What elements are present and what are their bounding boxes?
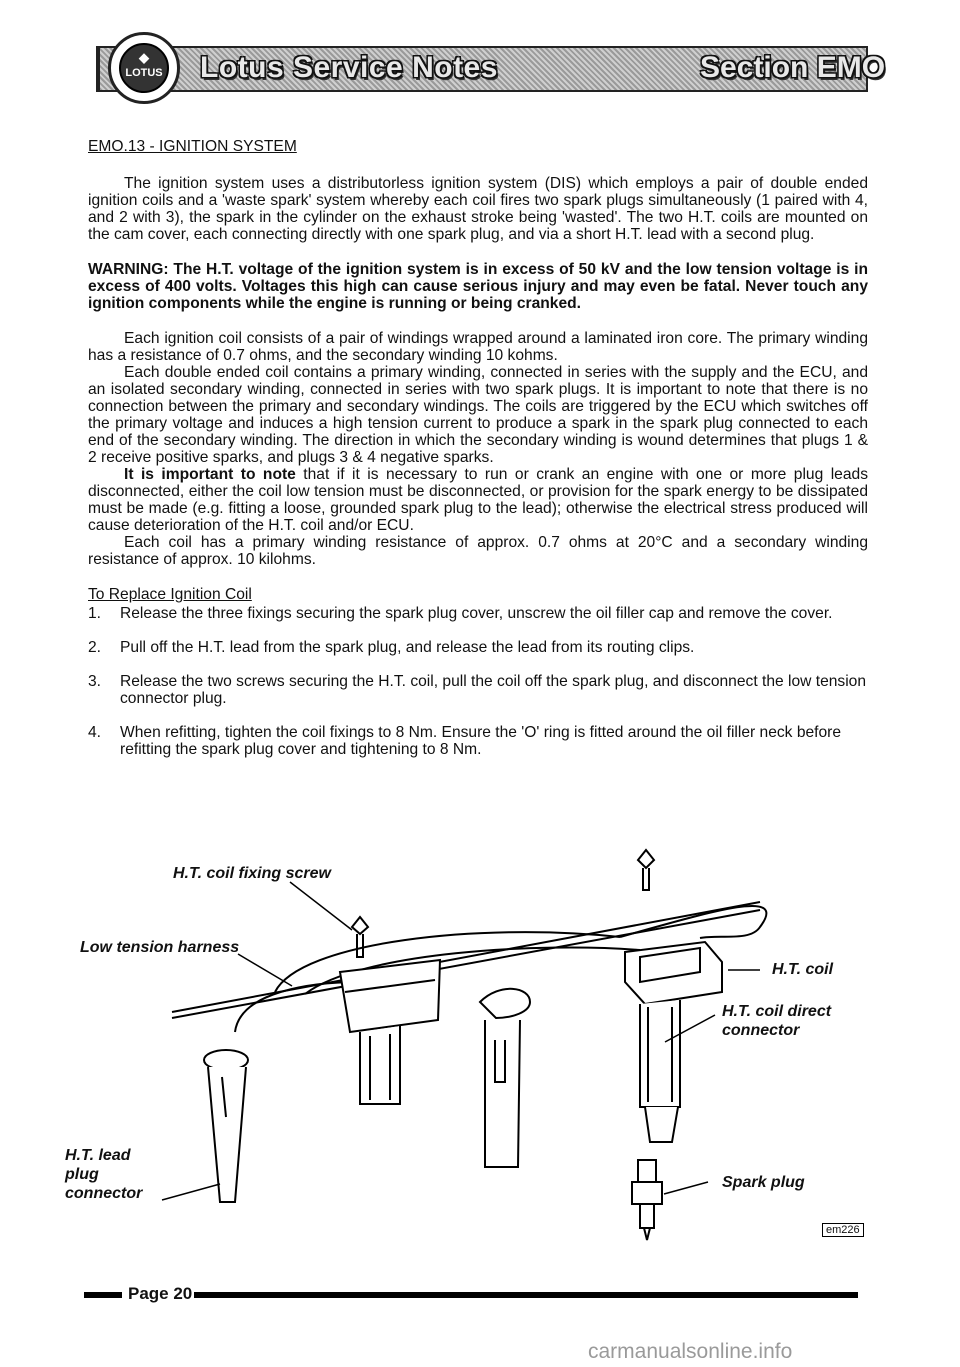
- figure-code: em226: [822, 1223, 864, 1237]
- step-item: [88, 673, 868, 707]
- section-heading: EMO.13 - IGNITION SYSTEM: [88, 138, 297, 155]
- label-low-tension-harness: Low tension harness: [80, 939, 240, 956]
- header-title: Lotus Service Notes: [200, 51, 498, 84]
- step-text: Release the two screws securing the H.T. coil, pull the coil off the spark plug, and disconnect the low tension connector plug.: [120, 673, 867, 707]
- footer-rule-right: [194, 1292, 858, 1298]
- watermark: carmanualsonline.info: [588, 1340, 793, 1363]
- warning-paragraph: WARNING: The H.T. voltage of the ignition system is in excess of 50 kV and the low tension voltage is in excess of 400 volts. Voltages this high can cause serious injury and may even be fatal. Never touch any ignition components while the engine is running or being cranked.: [88, 261, 868, 312]
- label-spark-plug: Spark plug: [722, 1174, 805, 1191]
- label-direct-connector: H.T. coil direct connector: [722, 1003, 832, 1039]
- resistance-paragraph: Each coil has a primary winding resistance of approx. 0.7 ohms at 20°C and a secondary winding resistance of approx. 10 kilohms.: [88, 534, 868, 568]
- lotus-logo: [108, 32, 180, 104]
- important-note-label: It is important to note: [124, 466, 296, 483]
- step-item: [88, 724, 868, 758]
- step-item: [88, 639, 868, 656]
- label-ht-coil: H.T. coil: [772, 961, 834, 978]
- lotus-logo-badge: ◆ LOTUS: [119, 43, 169, 93]
- important-note-paragraph: [88, 466, 868, 534]
- step-text: Release the three fixings securing the spark plug cover, unscrew the oil filler cap and remove the cover.: [120, 605, 833, 622]
- step-text: When refitting, tighten the coil fixings to 8 Nm. Ensure the 'O' ring is fitted around the oil filler neck before refitting the spark plug cover and tightening to 8 Nm.: [120, 724, 842, 758]
- step-number: 1.: [88, 605, 102, 622]
- page-number: Page 20: [128, 1284, 193, 1303]
- step-number: 2.: [88, 639, 102, 656]
- logo-text: LOTUS: [125, 67, 163, 79]
- coil-description-paragraph: Each ignition coil consists of a pair of windings wrapped around a laminated iron core. The primary winding has a resistance of 0.7 ohms, and the secondary winding 10 kohms.: [88, 330, 868, 364]
- ignition-coil-figure: [60, 842, 880, 1262]
- header-section: Section EMO: [700, 51, 886, 84]
- coil-wiring-paragraph: Each double ended coil contains a primary winding, connected in series with the supply and the ECU, and an isolated secondary winding, connected in series with two spark plugs. It is important to note that there is no connection between the primary and secondary windings. The coils are triggered by the ECU which switches off the primary voltage and induces a high tension current to produce a spark in the spark plug connected to each end of the secondary winding. The direction in which the secondary winding is wound determines that plugs 1 & 2 receive positive sparks, and plugs 3 & 4 negative sparks.: [88, 364, 868, 466]
- step-number: 3.: [88, 673, 102, 690]
- step-text: Pull off the H.T. lead from the spark plug, and release the lead from its routing clips.: [120, 639, 695, 656]
- intro-paragraph: The ignition system uses a distributorless ignition system (DIS) which employs a pair of double ended ignition coils and a 'waste spark' system whereby each coil fires two spark plugs simultaneously (1 paired with 4, and 2 with 3), the spark in the cylinder on the exhaust stroke being 'wasted'. The two H.T. coils are mounted on the cam cover, each connecting directly with one spark plug, and via a short H.T. lead with a second plug.: [88, 175, 868, 243]
- step-number: 4.: [88, 724, 102, 741]
- step-item: [88, 605, 868, 622]
- label-lead-connector: H.T. lead plug connector: [65, 1147, 143, 1202]
- document-body: [88, 138, 868, 775]
- important-note-text: that if it is necessary to run or crank an engine with one or more plug leads disconnected, either the coil low tension must be disconnected, or provision for the spark energy to be dissipated must be made (e.g. fitting a loose, grounded spark plug to the lead); otherwise the electrical stress produced will cause deterioration of the H.T. coil and/or ECU.: [88, 466, 868, 534]
- ignition-coil-diagram: [60, 842, 880, 1262]
- footer-rule-left: [84, 1292, 122, 1298]
- procedure-steps: [88, 605, 868, 758]
- label-fixing-screw: H.T. coil fixing screw: [173, 865, 331, 882]
- procedure-subheading: To Replace Ignition Coil: [88, 586, 252, 603]
